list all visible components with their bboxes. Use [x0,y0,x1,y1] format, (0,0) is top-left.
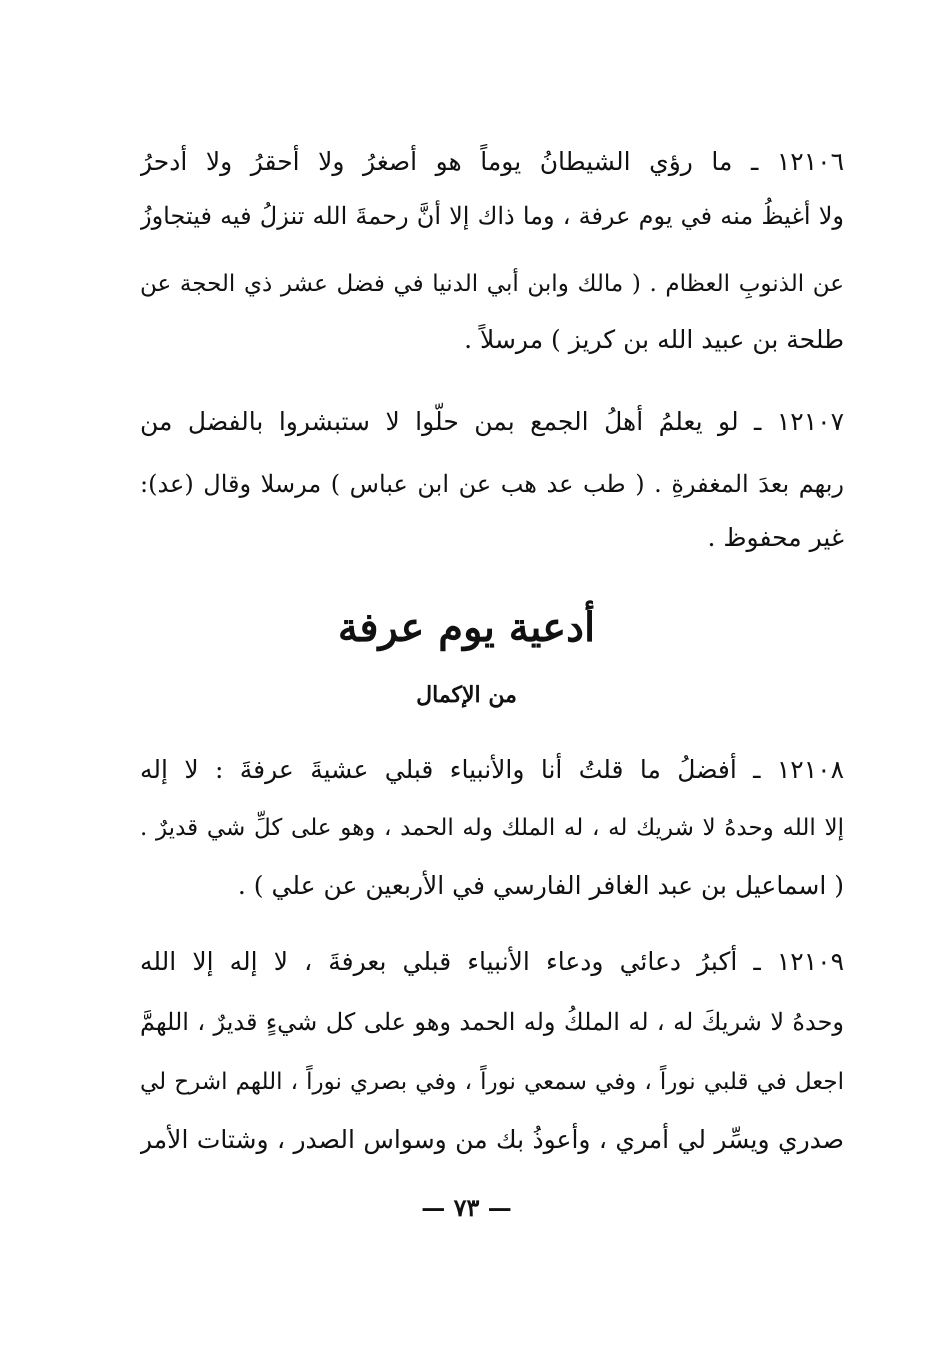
entry-12106-line-3: عن الذنوبِ العظام . ( مالك وابن أبي الدنيا في فضل عشر ذي الحجة عن [140,271,844,297]
entry-12108-line-1: ١٢١٠٨ ـ أفضلُ ما قلتُ أنا والأنبياء قبلي عشيةَ عرفةَ : لا إله [140,755,844,784]
entry-12107-line-1: ١٢١٠٧ ـ لو يعلمُ أهلُ الجمع بمن حلّوا لا ستبشروا بالفضل من [140,407,844,436]
page-number: — ٧٣ — [421,1193,512,1222]
entry-12106-line-4: طلحة بن عبيد الله بن كريز ) مرسلاً . [464,325,844,354]
entry-12107-line-3: غير محفوظ . [707,523,844,552]
entry-12108-line-3: ( اسماعيل بن عبد الغافر الفارسي في الأربعين عن علي ) . [237,871,844,900]
entry-12109-line-4: صدري ويسِّر لي أمري ، وأعوذُ بك من وسواس الصدر ، وشتات الأمر [140,1125,844,1154]
section-subtitle: من الإكمال [416,682,517,708]
entry-12109-line-3: اجعل في قلبي نوراً ، وفي سمعي نوراً ، وفي بصري نوراً ، اللهم اشرح لي [140,1069,844,1095]
entry-12108-line-2: إلا الله وحدهُ لا شريك له ، له الملك وله الحمد ، وهو على كلِّ شي قديرٌ . [140,815,844,841]
entry-12106-line-2: ولا أغيظُ منه في يوم عرفة ، وما ذاك إلا أنَّ رحمةَ الله تنزلُ فيه فيتجاوزُ [140,202,844,230]
entry-12109-line-2: وحدهُ لا شريكَ له ، له الملكُ وله الحمد وهو على كل شيءٍ قديرٌ ، اللهمَّ [140,1008,844,1036]
entry-12106-line-1: ١٢١٠٦ ـ ما رؤي الشيطانُ يوماً هو أصغرُ ولا أحقرُ ولا أدحرُ [140,147,844,176]
section-title: أدعية يوم عرفة [337,604,596,651]
entry-12107-line-2: ربهم بعدَ المغفرةِ . ( طب عد هب عن ابن عباس ) مرسلا وقال (عد): [140,470,844,498]
entry-12109-line-1: ١٢١٠٩ ـ أكبرُ دعائي ودعاء الأنبياء قبلي بعرفةَ ، لا إله إلا الله [140,947,844,976]
